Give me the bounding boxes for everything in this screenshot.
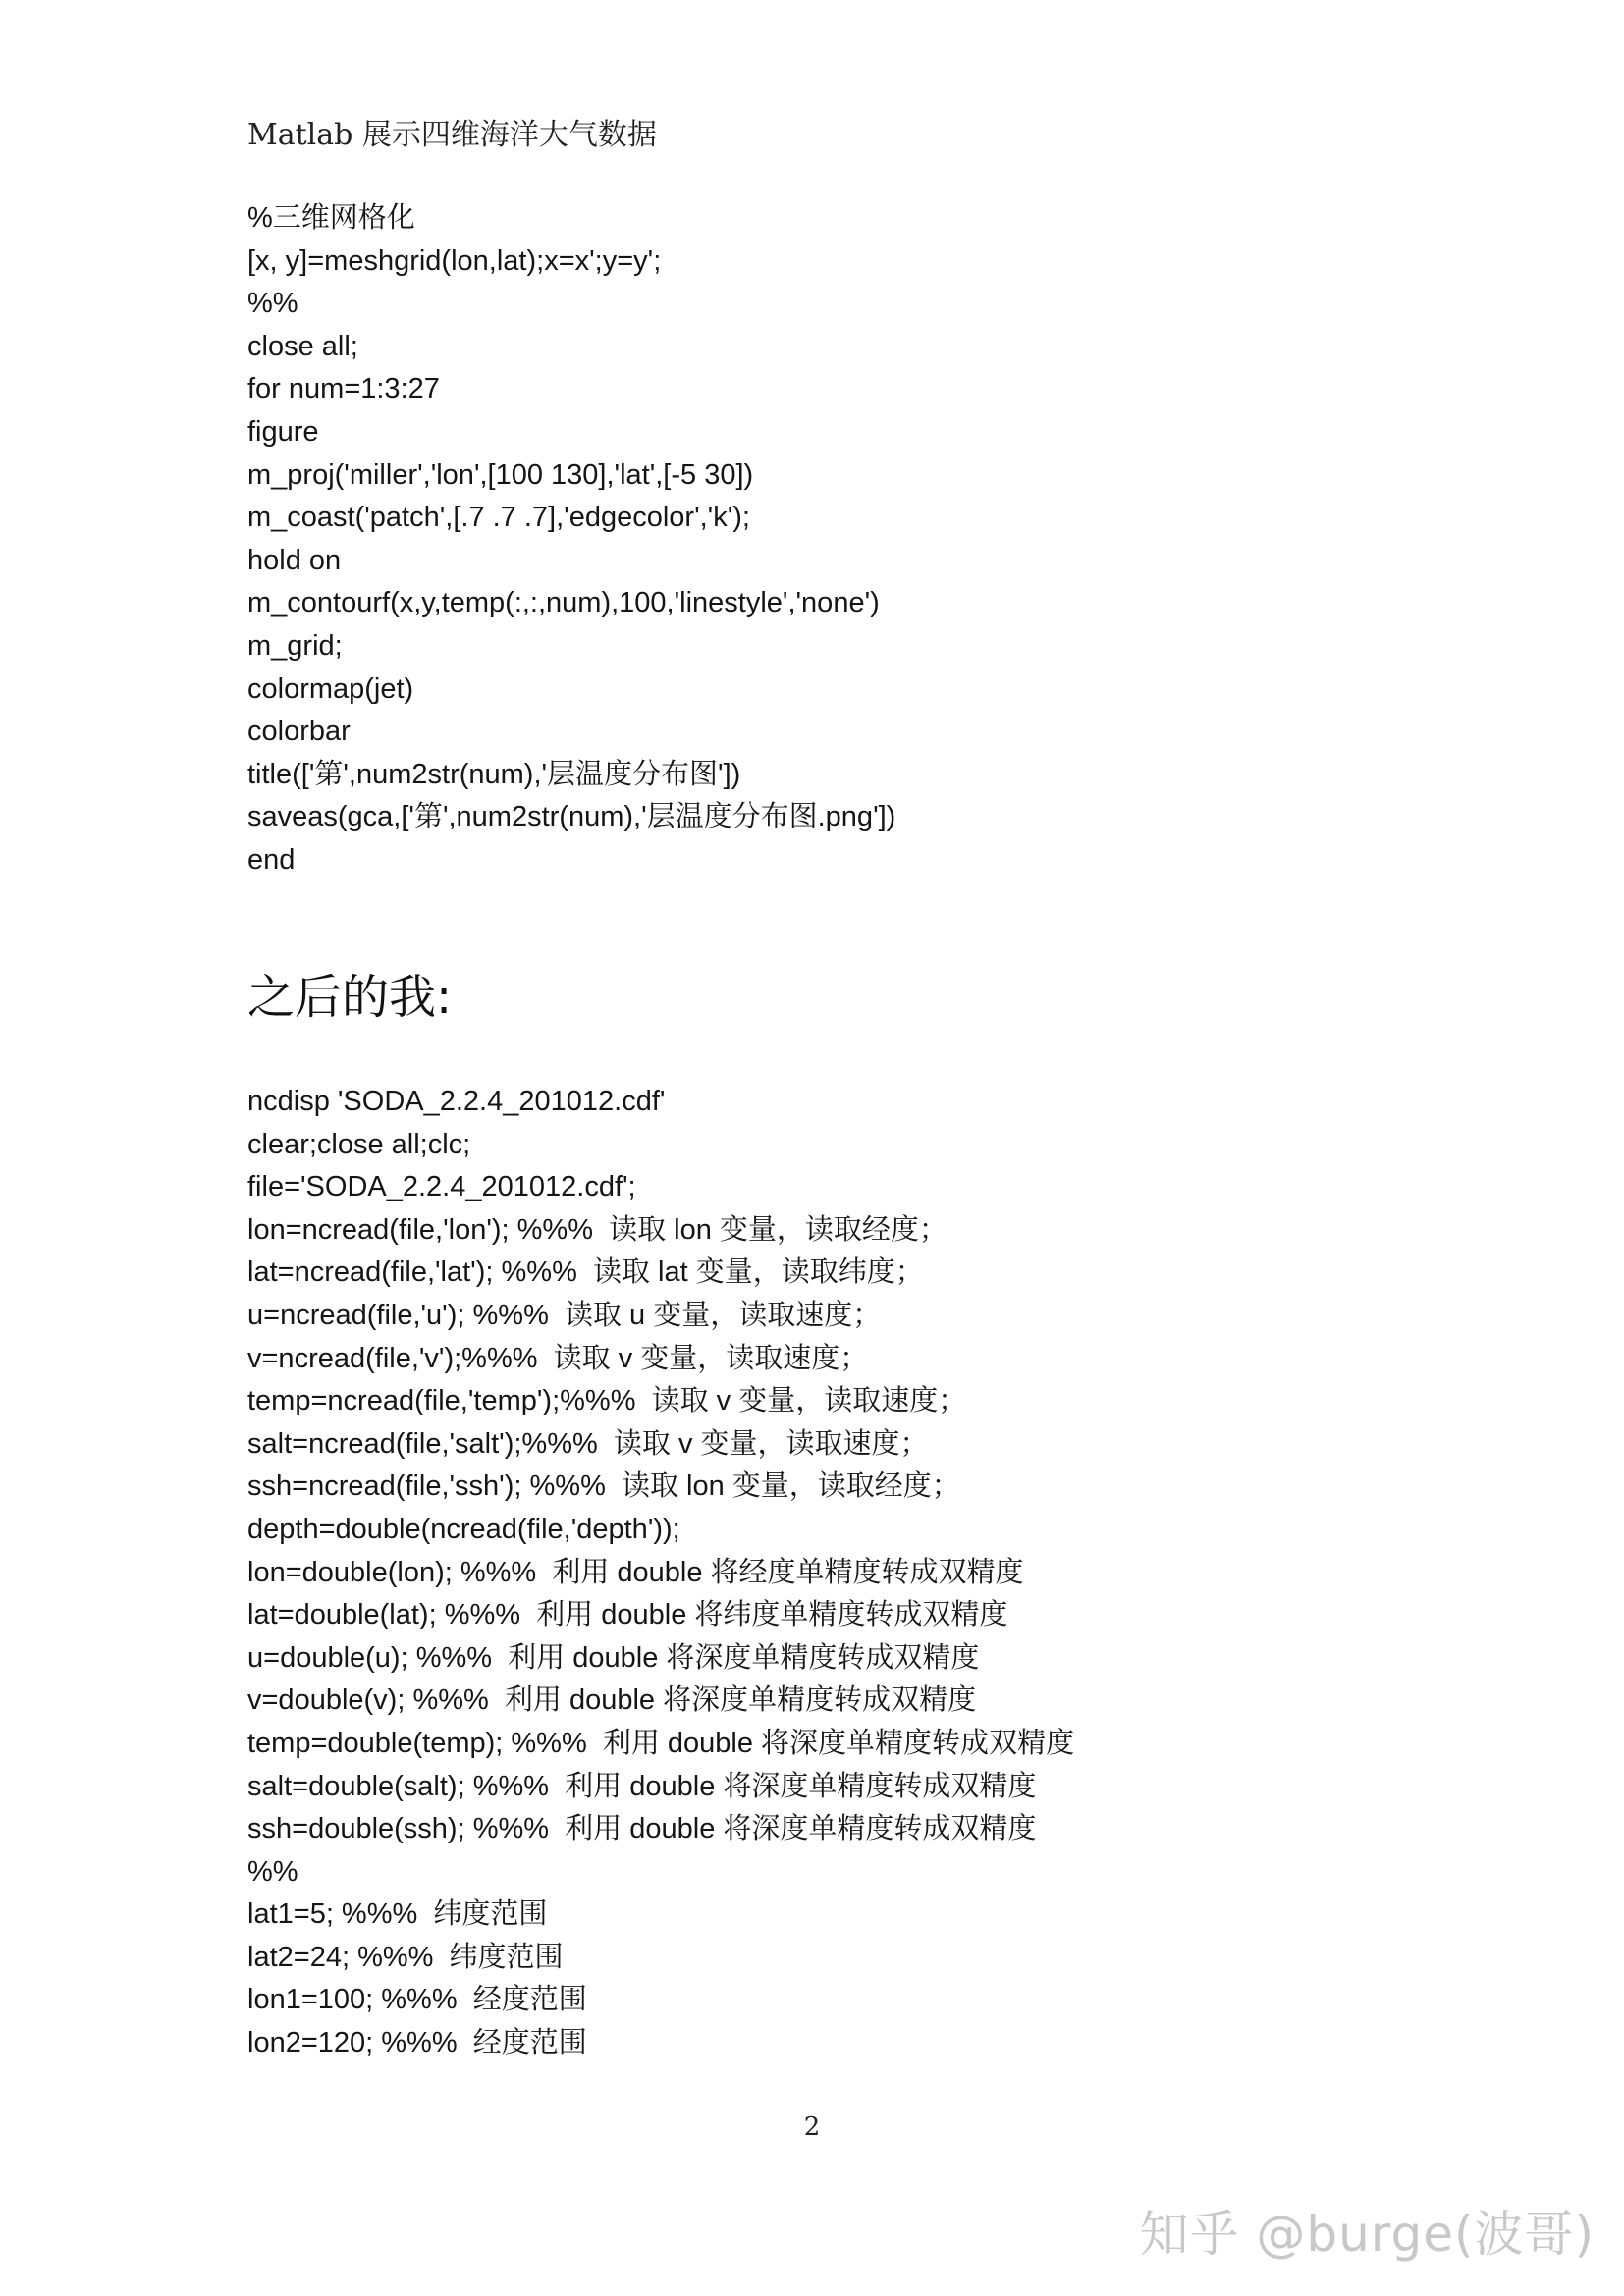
code-line: lon=double(lon); %%% 利用 double 将经度单精度转成双精度 — [247, 1556, 1024, 1588]
code-line: lon=ncread(file,'lon'); %%% 读取 lon 变量，读取经度； — [247, 1213, 947, 1246]
code-line: lat=double(lat); %%% 利用 double 将纬度单精度转成双精度 — [247, 1599, 1008, 1631]
code-line: end — [247, 843, 296, 876]
section-heading: 之后的我: — [247, 970, 453, 1025]
code-line: ssh=double(ssh); %%% 利用 double 将深度单精度转成双精度 — [247, 1813, 1037, 1845]
code-line: u=double(u); %%% 利用 double 将深度单精度转成双精度 — [247, 1641, 980, 1674]
code-line: colorbar — [247, 716, 351, 748]
code-line: u=ncread(file,'u'); %%% 读取 u 变量，读取速度； — [247, 1299, 882, 1331]
code-line: close all; — [247, 330, 358, 362]
code-line: figure — [247, 415, 319, 448]
code-line: lon2=120; %%% 经度范围 — [247, 2027, 587, 2059]
code-line: ssh=ncread(file,'ssh'); %%% 读取 lon 变量，读取经度； — [247, 1470, 960, 1503]
code-line: saveas(gca,['第',num2str(num),'层温度分布图.png']) — [247, 801, 896, 833]
code-line: %% — [247, 288, 298, 320]
code-block-grid-plot — [247, 197, 895, 882]
code-line: lat1=5; %%% 纬度范围 — [247, 1898, 548, 1931]
code-line: ncdisp 'SODA_2.2.4_201012.cdf' — [247, 1086, 666, 1117]
code-line: temp=ncread(file,'temp');%%% 读取 v 变量，读取速度； — [247, 1385, 967, 1417]
page-header: Matlab 展示四维海洋大气数据 — [247, 118, 657, 152]
code-line: m_proj('miller','lon',[100 130],'lat',[-5 30]) — [247, 458, 754, 491]
code-line: %% — [247, 1855, 298, 1888]
page-number: 2 — [803, 2112, 821, 2142]
code-line: lon1=100; %%% 经度范围 — [247, 1984, 587, 2016]
watermark: 知乎 @burge(波哥) — [1139, 2206, 1595, 2263]
code-line: lat=ncread(file,'lat'); %%% 读取 lat 变量，读取纬度； — [247, 1256, 924, 1289]
code-line: file='SODA_2.2.4_201012.cdf'; — [247, 1171, 636, 1203]
code-line: for num=1:3:27 — [247, 373, 440, 405]
code-line: colormap(jet) — [247, 672, 414, 705]
code-line: salt=double(salt); %%% 利用 double 将深度单精度转成双精度 — [247, 1770, 1037, 1802]
code-line: m_grid; — [247, 629, 343, 662]
code-line: clear;close all;clc; — [247, 1128, 471, 1160]
code-line: m_coast('patch',[.7 .7 .7],'edgecolor','k'); — [247, 502, 750, 534]
code-line: depth=double(ncread(file,'depth')); — [247, 1513, 680, 1545]
code-line: v=double(v); %%% 利用 double 将深度单精度转成双精度 — [247, 1684, 977, 1717]
code-line: temp=double(temp); %%% 利用 double 将深度单精度转成双精度 — [247, 1727, 1075, 1759]
code-line: hold on — [247, 544, 342, 576]
code-line: v=ncread(file,'v');%%% 读取 v 变量，读取速度； — [247, 1342, 869, 1374]
code-block-read-data — [247, 1081, 1074, 2065]
code-line: lat2=24; %%% 纬度范围 — [247, 1941, 564, 1973]
code-line: %三维网格化 — [247, 202, 415, 234]
code-line: salt=ncread(file,'salt');%%% 读取 v 变量，读取速度； — [247, 1427, 929, 1460]
code-line: m_contourf(x,y,temp(:,:,num),100,'linestyle','none') — [247, 587, 880, 619]
code-line: [x, y]=meshgrid(lon,lat);x=x';y=y'; — [247, 244, 662, 277]
code-line: title(['第',num2str(num),'层温度分布图']) — [247, 758, 741, 790]
